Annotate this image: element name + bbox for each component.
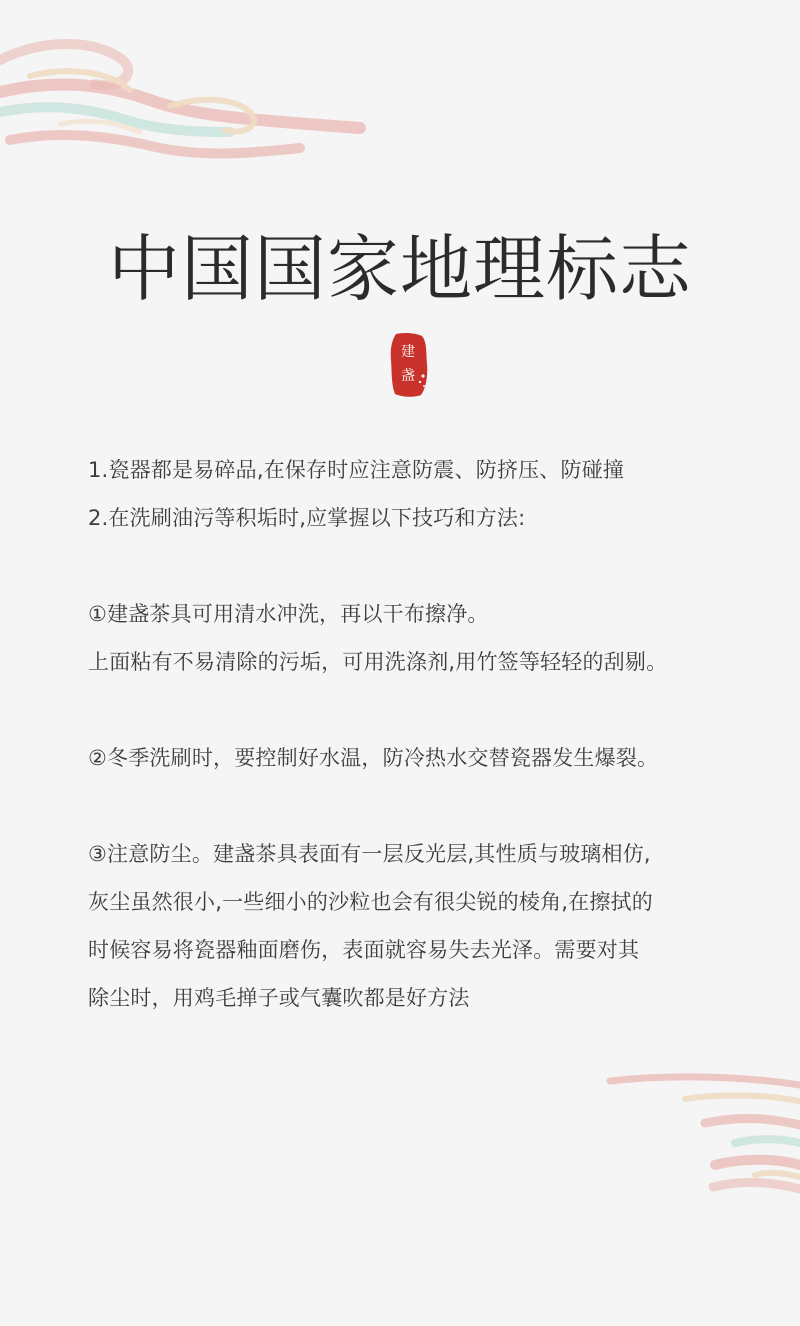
paragraph-step-3 (88, 839, 788, 1031)
seal-char-zhan: 盏 (401, 368, 415, 384)
text-line: 除尘时，用鸡毛掸子或气囊吹都是好方法 (88, 986, 470, 1010)
paragraph-step-1 (88, 599, 788, 695)
text-line: 上面粘有不易清除的污垢，可用洗涤剂,用竹签等轻轻的刮剔。 (88, 650, 668, 674)
cloud-decoration-top (0, 20, 380, 170)
seal-shape-icon (390, 332, 428, 398)
text-line: 1.瓷器都是易碎品,在保存时应注意防震、防挤压、防碰撞 (88, 458, 625, 482)
text-line: ①建盏茶具可用清水冲洗，再以干布擦净。 (88, 602, 489, 626)
paragraph-step-2 (88, 743, 788, 791)
text-line: 2.在洗刷油污等积垢时,应掌握以下技巧和方法: (88, 506, 526, 530)
text-line: 灰尘虽然很小,一些细小的沙粒也会有很尖锐的棱角,在擦拭的 (88, 890, 653, 914)
text-line: ③注意防尘。建盏茶具表面有一层反光层,其性质与玻璃相仿, (88, 842, 651, 866)
seal-stamp (390, 332, 428, 398)
text-line: ②冬季洗刷时，要控制好水温，防冷热水交替瓷器发生爆裂。 (88, 746, 659, 770)
text-line: 时候容易将瓷器釉面磨伤，表面就容易失去光泽。需要对其 (88, 938, 640, 962)
paragraph-general (88, 455, 788, 551)
page-title: 中国国家地理标志 (107, 227, 692, 311)
cloud-decoration-bottom (595, 1065, 800, 1215)
seal-char-jian: 建 (401, 344, 415, 360)
care-instructions (88, 455, 788, 1031)
